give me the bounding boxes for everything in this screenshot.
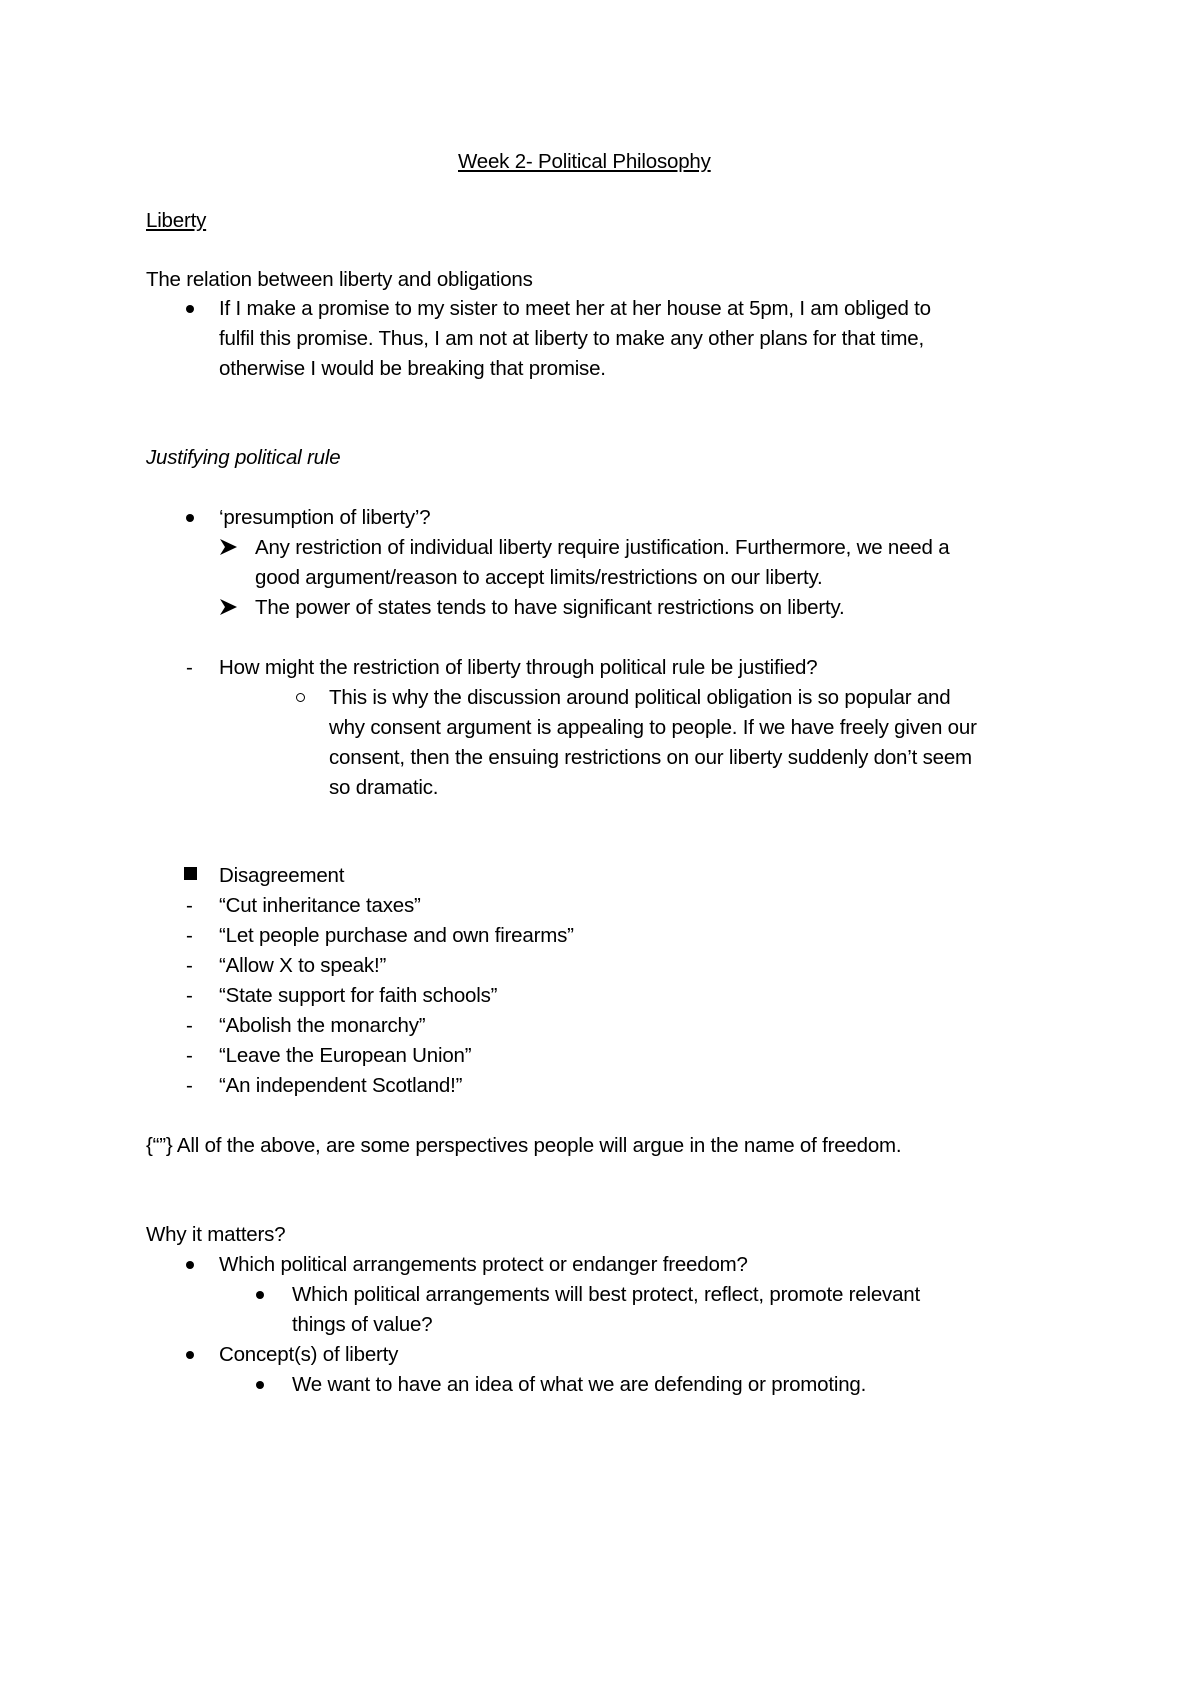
dash-bullet: - bbox=[186, 894, 193, 917]
square-bullet-icon bbox=[184, 867, 197, 880]
arrow-item-1-line-1: Any restriction of individual liberty require justification. Furthermore, we need a bbox=[255, 536, 950, 559]
disagreement-item: “Let people purchase and own firearms” bbox=[219, 924, 574, 947]
why-bullet-2: Concept(s) of liberty bbox=[219, 1343, 399, 1366]
dash-bullet: - bbox=[186, 656, 193, 679]
disagreement-item: “Allow X to speak!” bbox=[219, 954, 387, 977]
bullet-dot-icon bbox=[186, 305, 194, 313]
arrow-item-1-line-2: good argument/reason to accept limits/restrictions on our liberty. bbox=[255, 566, 823, 589]
bullet-dot-icon bbox=[256, 1291, 264, 1299]
why-bullet-1-sub-line-1: Which political arrangements will best protect, reflect, promote relevant bbox=[292, 1283, 921, 1306]
disagreement-item: “An independent Scotland!” bbox=[219, 1074, 463, 1097]
presumption-item: ‘presumption of liberty’? bbox=[219, 506, 431, 529]
dash-bullet: - bbox=[186, 1014, 193, 1037]
relation-bullet-line-1: If I make a promise to my sister to meet her at her house at 5pm, I am obliged to bbox=[219, 297, 931, 320]
section-heading-liberty: Liberty bbox=[146, 209, 207, 232]
how-might-item: How might the restriction of liberty through political rule be justified? bbox=[219, 656, 818, 679]
why-heading: Why it matters? bbox=[146, 1223, 286, 1246]
why-bullet-1-sub-line-2: things of value? bbox=[292, 1313, 433, 1336]
relation-bullet-line-2: fulfil this promise. Thus, I am not at liberty to make any other plans for that time, bbox=[219, 327, 924, 350]
above-note: {“”} All of the above, are some perspectives people will argue in the name of freedom. bbox=[146, 1134, 902, 1157]
bullet-dot-icon bbox=[186, 514, 194, 522]
why-bullet-1: Which political arrangements protect or endanger freedom? bbox=[219, 1253, 748, 1276]
dash-bullet: - bbox=[186, 1074, 193, 1097]
disagreement-item: “Abolish the monarchy” bbox=[219, 1014, 426, 1037]
disagreement-heading: Disagreement bbox=[219, 864, 345, 887]
o-item-line-3: consent, then the ensuing restrictions on our liberty suddenly don’t seem bbox=[329, 746, 972, 769]
page-title: Week 2- Political Philosophy bbox=[458, 150, 711, 173]
relation-bullet-line-3: otherwise I would be breaking that promise. bbox=[219, 357, 606, 380]
disagreement-item: “Cut inheritance taxes” bbox=[219, 894, 421, 917]
dash-bullet: - bbox=[186, 984, 193, 1007]
o-item-line-1: This is why the discussion around political obligation is so popular and bbox=[329, 686, 951, 709]
dash-bullet: - bbox=[186, 1044, 193, 1067]
relation-heading: The relation between liberty and obligations bbox=[146, 268, 533, 291]
o-item-line-2: why consent argument is appealing to people. If we have freely given our bbox=[329, 716, 977, 739]
justifying-heading: Justifying political rule bbox=[146, 446, 341, 469]
dash-bullet: - bbox=[186, 924, 193, 947]
dash-bullet: - bbox=[186, 954, 193, 977]
bullet-dot-icon bbox=[186, 1351, 194, 1359]
o-item-line-4: so dramatic. bbox=[329, 776, 439, 799]
why-bullet-2-sub: We want to have an idea of what we are defending or promoting. bbox=[292, 1373, 867, 1396]
disagreement-item: “State support for faith schools” bbox=[219, 984, 498, 1007]
bullet-dot-icon bbox=[186, 1261, 194, 1269]
bullet-dot-icon bbox=[256, 1381, 264, 1389]
arrow-item-2: The power of states tends to have significant restrictions on liberty. bbox=[255, 596, 845, 619]
disagreement-item: “Leave the European Union” bbox=[219, 1044, 472, 1067]
circle-bullet-icon bbox=[296, 693, 305, 702]
